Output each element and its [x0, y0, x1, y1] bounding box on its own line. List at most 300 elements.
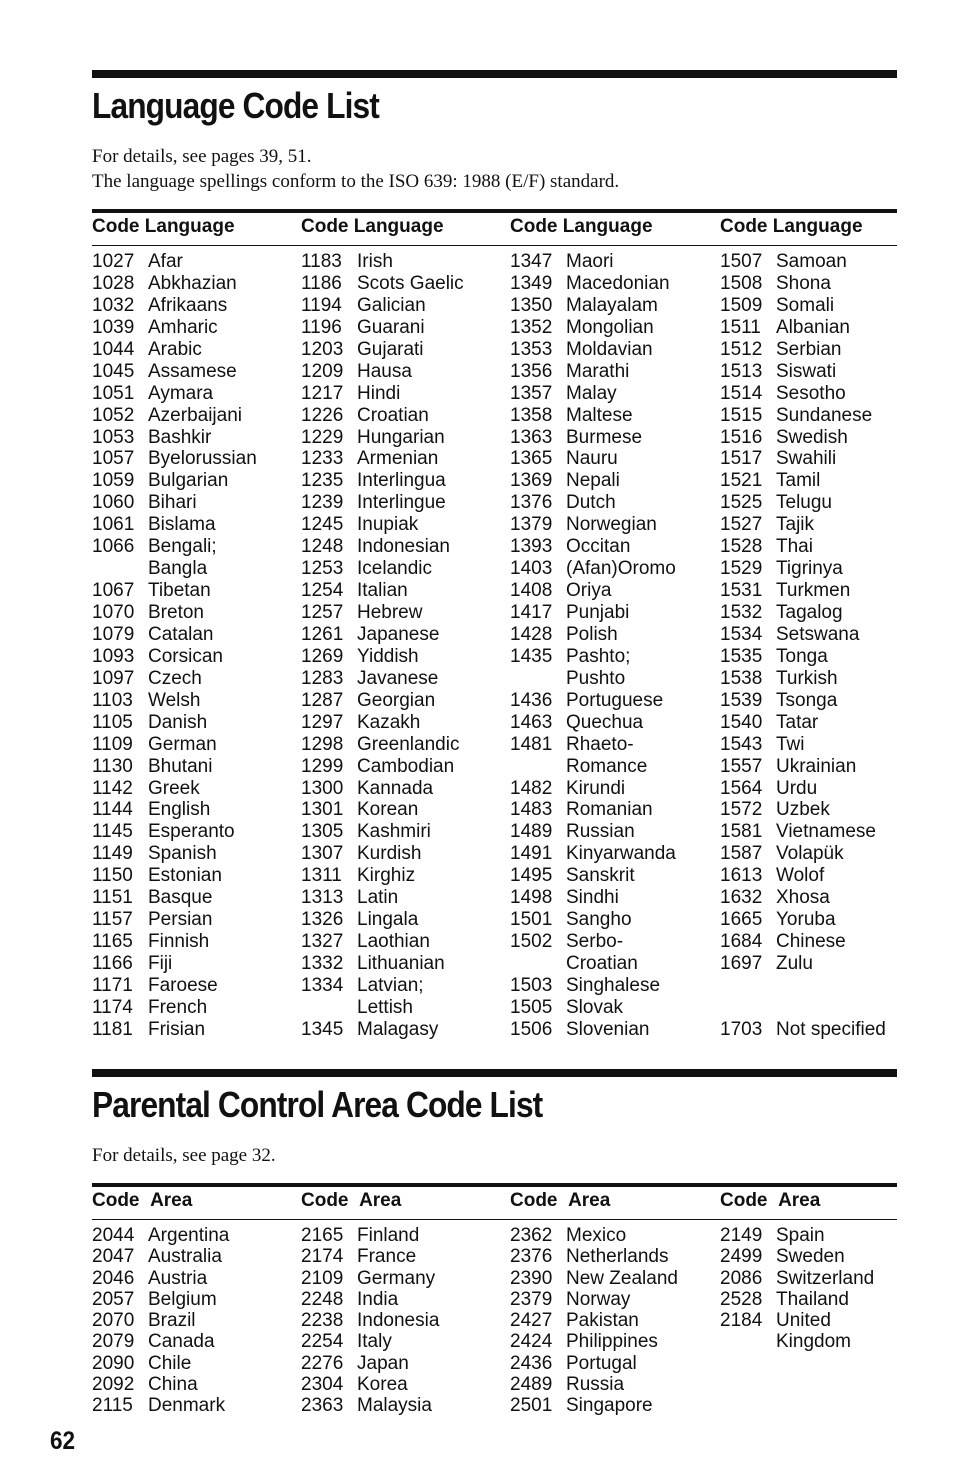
name-cell: Kurdish: [357, 843, 422, 865]
name-cell: Russian: [566, 821, 635, 843]
name-cell: Icelandic: [357, 558, 432, 580]
name-cell: Korea: [357, 1373, 408, 1395]
code-cell: 1097: [92, 667, 135, 689]
name-cell: Chinese: [776, 931, 846, 953]
table-row: [720, 1289, 925, 1310]
name-cell: Inupiak: [357, 514, 419, 536]
name-cell: Rhaeto-: [566, 733, 634, 755]
page-number: 62: [50, 1427, 76, 1455]
name-cell: Amharic: [148, 316, 218, 338]
name-cell: Sindhi: [566, 887, 619, 909]
code-cell: 1334: [301, 974, 344, 996]
code-cell: 1283: [301, 667, 344, 689]
name-cell: Kirundi: [566, 777, 626, 799]
name-cell: Mexico: [566, 1225, 627, 1246]
table-row: [510, 558, 715, 580]
name-cell: Kannada: [357, 777, 434, 799]
table-row: [301, 909, 506, 931]
name-cell: Hausa: [357, 360, 412, 382]
name-cell: Wolof: [776, 865, 825, 887]
code-cell: 2238: [301, 1310, 344, 1331]
code-cell: 1347: [510, 251, 553, 272]
code-cell: 1301: [301, 799, 344, 821]
table-row: [720, 778, 925, 800]
table-row: [720, 470, 925, 492]
name-cell: Brazil: [148, 1310, 196, 1331]
table-row: [720, 690, 925, 712]
code-cell: 2501: [510, 1395, 553, 1416]
name-cell: Philippines: [566, 1331, 658, 1353]
name-cell: Bihari: [148, 492, 197, 514]
code-cell: 1299: [301, 755, 344, 777]
table-row: [92, 339, 297, 361]
name-cell: Catalan: [148, 623, 214, 645]
code-cell: 1039: [92, 316, 135, 338]
name-cell: Frisian: [148, 1018, 206, 1040]
code-cell: 1572: [720, 799, 763, 821]
name-cell: Austria: [148, 1267, 208, 1289]
code-cell: 1508: [720, 272, 763, 294]
header-code: Code: [92, 216, 140, 237]
table-row: [92, 536, 297, 558]
table-row: [92, 448, 297, 470]
code-cell: [92, 558, 148, 580]
table-row: [301, 1246, 506, 1267]
code-cell: 1417: [510, 602, 553, 623]
table-row: [720, 295, 925, 317]
name-cell: Sundanese: [776, 404, 873, 426]
table-row: [510, 799, 715, 821]
code-cell: 1052: [92, 404, 135, 426]
name-cell: Shona: [776, 272, 831, 294]
name-cell: Pashto;: [566, 645, 631, 667]
table-row: [510, 712, 715, 734]
header-language: Language: [144, 216, 235, 237]
header-language: Language: [353, 216, 444, 237]
name-cell: Serbian: [776, 338, 842, 360]
table-row: [92, 778, 297, 800]
table-row: [301, 799, 506, 821]
code-cell: 1517: [720, 448, 763, 470]
name-cell: Japanese: [357, 623, 440, 645]
name-cell: Slovenian: [566, 1018, 650, 1040]
table-row: [720, 405, 925, 427]
code-cell: [720, 975, 776, 997]
table-row: [301, 734, 506, 756]
table-row: [720, 1246, 925, 1267]
name-cell: Australia: [148, 1246, 222, 1268]
code-cell: 1632: [720, 887, 763, 909]
code-cell: 1481: [510, 733, 553, 755]
code-cell: 1057: [92, 448, 135, 470]
name-cell: Romance: [566, 755, 648, 777]
code-cell: 1248: [301, 536, 344, 558]
name-cell: Occitan: [566, 536, 631, 558]
name-cell: Kingdom: [776, 1331, 851, 1353]
language-intro: [92, 144, 619, 194]
name-cell: Welsh: [148, 689, 201, 711]
code-cell: 1352: [510, 316, 553, 338]
name-cell: Norwegian: [566, 514, 657, 536]
name-cell: Swahili: [776, 448, 837, 470]
table-row: [301, 953, 506, 975]
table-row: [510, 1225, 715, 1246]
code-cell: 2499: [720, 1246, 763, 1268]
code-cell: 1540: [720, 711, 763, 733]
code-cell: 1538: [720, 667, 763, 689]
code-cell: 1045: [92, 360, 135, 382]
name-cell: English: [148, 799, 211, 821]
name-cell: Esperanto: [148, 821, 235, 843]
table-row: [510, 580, 715, 602]
name-cell: Aymara: [148, 382, 214, 404]
name-cell: Setswana: [776, 623, 860, 645]
code-cell: 1186: [301, 272, 342, 294]
code-cell: 1027: [92, 251, 135, 272]
table-row: [510, 646, 715, 668]
name-cell: Telugu: [776, 492, 832, 514]
code-cell: 2489: [510, 1373, 553, 1395]
table-row: [92, 646, 297, 668]
code-cell: 1257: [301, 602, 344, 623]
code-cell: 1060: [92, 492, 135, 514]
name-cell: Fiji: [148, 953, 173, 974]
code-cell: 1436: [510, 689, 553, 711]
area-header-4: [720, 1190, 820, 1212]
area-header-2: [301, 1190, 401, 1212]
name-cell: Kazakh: [357, 711, 421, 733]
table-row: [92, 558, 297, 580]
code-cell: 1028: [92, 272, 135, 294]
code-cell: 1525: [720, 492, 763, 514]
table-row: [301, 383, 506, 405]
code-cell: 1408: [510, 580, 553, 602]
table-row: [510, 1246, 715, 1267]
code-cell: 1703: [720, 1018, 763, 1040]
table-row: [92, 799, 297, 821]
language-column-4: [720, 251, 925, 1041]
code-cell: 1506: [510, 1018, 553, 1040]
language-column-3: [510, 251, 715, 1041]
name-cell: Indonesian: [357, 536, 450, 558]
name-cell: Denmark: [148, 1395, 226, 1416]
header-code: Code: [301, 1190, 349, 1211]
name-cell: Spain: [776, 1225, 825, 1246]
table-row: [92, 931, 297, 953]
code-cell: 1358: [510, 404, 553, 426]
table-row: [720, 821, 925, 843]
name-cell: Greek: [148, 777, 200, 799]
name-cell: Malaysia: [357, 1395, 432, 1416]
name-cell: Tajik: [776, 514, 815, 536]
name-cell: Quechua: [566, 711, 644, 733]
name-cell: Siswati: [776, 360, 837, 382]
name-cell: Tonga: [776, 645, 828, 667]
name-cell: Tagalog: [776, 602, 843, 623]
code-cell: 2254: [301, 1331, 344, 1353]
table-row: [301, 668, 506, 690]
header-area: Area: [359, 1190, 402, 1211]
code-cell: 1217: [301, 382, 344, 404]
name-cell: Laothian: [357, 931, 430, 953]
name-cell: Guarani: [357, 316, 425, 338]
table-row: [92, 273, 297, 295]
code-cell: 1509: [720, 294, 763, 316]
code-cell: 1130: [92, 755, 133, 777]
code-cell: 1067: [92, 580, 135, 602]
header-language: Language: [562, 216, 653, 237]
code-cell: 1502: [510, 931, 553, 953]
code-cell: 1245: [301, 514, 344, 536]
table-row: [92, 1353, 297, 1374]
name-cell: United: [776, 1310, 831, 1331]
table-row: [301, 1353, 506, 1374]
name-cell: Chile: [148, 1352, 192, 1374]
code-cell: 1365: [510, 448, 553, 470]
table-row: [720, 1019, 925, 1041]
code-cell: 2070: [92, 1310, 135, 1331]
name-cell: Not specified: [776, 1018, 886, 1040]
name-cell: Spanish: [148, 843, 217, 865]
table-row: [301, 778, 506, 800]
name-cell: Yoruba: [776, 909, 836, 931]
code-cell: 1531: [720, 580, 763, 602]
code-cell: 2276: [301, 1352, 344, 1374]
area-column-1: [92, 1225, 297, 1416]
name-cell: Netherlands: [566, 1246, 669, 1268]
name-cell: Malagasy: [357, 1018, 439, 1040]
code-cell: [510, 953, 566, 975]
name-cell: Tatar: [776, 711, 819, 733]
table-row: [301, 865, 506, 887]
language-column-2: [301, 251, 506, 1041]
name-cell: Volapük: [776, 843, 844, 865]
table-row: [301, 1225, 506, 1246]
name-cell: Japan: [357, 1352, 409, 1374]
code-cell: 1311: [301, 865, 342, 887]
code-cell: 1503: [510, 974, 553, 996]
name-cell: Corsican: [148, 645, 223, 667]
code-cell: 1313: [301, 887, 344, 909]
code-cell: 1166: [92, 953, 133, 974]
code-cell: 1356: [510, 360, 553, 382]
code-cell: 2109: [301, 1267, 344, 1289]
name-cell: Latin: [357, 887, 399, 909]
table-row: [510, 668, 715, 690]
name-cell: New Zealand: [566, 1267, 678, 1289]
header-code: Code: [720, 216, 768, 237]
language-section-title: Language Code List: [92, 85, 379, 126]
table-row: [510, 1310, 715, 1331]
language-table-top-rule: [92, 209, 897, 213]
table-row: [301, 690, 506, 712]
table-row: [92, 405, 297, 427]
code-cell: 1144: [92, 799, 133, 821]
code-cell: 1235: [301, 470, 344, 492]
name-cell: Abkhazian: [148, 272, 237, 294]
code-cell: 1149: [92, 843, 133, 865]
code-cell: 1349: [510, 272, 553, 294]
table-row: [301, 558, 506, 580]
name-cell: Sangho: [566, 909, 632, 931]
code-cell: 1513: [720, 360, 763, 382]
name-cell: Pushto: [566, 667, 626, 689]
header-code: Code: [510, 216, 558, 237]
name-cell: Tigrinya: [776, 558, 843, 580]
code-cell: 1157: [92, 909, 133, 931]
name-cell: Hebrew: [357, 602, 423, 623]
code-cell: 1521: [720, 470, 763, 492]
code-cell: 1684: [720, 931, 763, 953]
language-header-1: [92, 216, 235, 238]
name-cell: Nepali: [566, 470, 620, 492]
code-cell: 1357: [510, 382, 553, 404]
table-row: [92, 887, 297, 909]
code-cell: 1051: [92, 382, 135, 404]
name-cell: Kashmiri: [357, 821, 431, 843]
name-cell: Armenian: [357, 448, 439, 470]
code-cell: 1203: [301, 338, 344, 360]
table-row: [92, 690, 297, 712]
code-cell: 1376: [510, 492, 553, 514]
area-column-4: [720, 1225, 925, 1353]
table-row: [301, 1019, 506, 1041]
name-cell: Switzerland: [776, 1267, 875, 1289]
name-cell: Dutch: [566, 492, 616, 514]
table-row: [720, 931, 925, 953]
name-cell: Hindi: [357, 382, 401, 404]
header-code: Code: [92, 1190, 140, 1211]
code-cell: 1070: [92, 602, 135, 623]
name-cell: Basque: [148, 887, 213, 909]
name-cell: Gujarati: [357, 338, 424, 360]
table-row: [92, 1246, 297, 1267]
table-row: [301, 580, 506, 602]
code-cell: 2248: [301, 1288, 344, 1310]
code-cell: 2362: [510, 1225, 553, 1246]
name-cell: Thai: [776, 536, 813, 558]
table-row: [301, 887, 506, 909]
table-row: [301, 361, 506, 383]
code-cell: 2115: [92, 1395, 133, 1416]
table-row: [720, 273, 925, 295]
code-cell: 1463: [510, 711, 553, 733]
name-cell: Maltese: [566, 404, 633, 426]
table-row: [510, 602, 715, 624]
table-row: [720, 251, 925, 273]
code-cell: 1527: [720, 514, 763, 536]
header-language: Language: [772, 216, 863, 237]
name-cell: Thailand: [776, 1288, 849, 1310]
table-row: [720, 514, 925, 536]
name-cell: Malay: [566, 382, 617, 404]
table-row: [92, 470, 297, 492]
table-row: [510, 843, 715, 865]
language-column-1: [92, 251, 297, 1041]
table-row: [301, 536, 506, 558]
table-row: [510, 514, 715, 536]
name-cell: Lingala: [357, 909, 419, 931]
table-row: [720, 712, 925, 734]
table-row: [510, 975, 715, 997]
code-cell: 2079: [92, 1331, 135, 1353]
table-row: [510, 690, 715, 712]
name-cell: Interlingue: [357, 492, 446, 514]
table-row: [301, 448, 506, 470]
name-cell: Cambodian: [357, 755, 455, 777]
area-header-underline: [92, 1219, 897, 1220]
name-cell: Malayalam: [566, 294, 658, 316]
code-cell: 1345: [301, 1018, 344, 1040]
code-cell: 1327: [301, 931, 344, 953]
table-row: [720, 317, 925, 339]
table-row: [92, 492, 297, 514]
code-cell: [301, 997, 357, 1019]
code-cell: 1150: [92, 865, 133, 887]
code-cell: 1305: [301, 821, 344, 843]
name-cell: German: [148, 733, 217, 755]
code-cell: 1300: [301, 777, 344, 799]
name-cell: Turkish: [776, 667, 838, 689]
name-cell: Maori: [566, 251, 614, 272]
table-row: [92, 1331, 297, 1352]
table-row: [720, 492, 925, 514]
table-row: [510, 1374, 715, 1395]
table-row: [92, 602, 297, 624]
name-cell: Uzbek: [776, 799, 830, 821]
table-row: [92, 1289, 297, 1310]
table-row: [510, 536, 715, 558]
table-row: [510, 492, 715, 514]
code-cell: 1196: [301, 316, 342, 338]
code-cell: 1165: [92, 931, 133, 953]
code-cell: 1514: [720, 382, 763, 404]
name-cell: Assamese: [148, 360, 237, 382]
table-row: [301, 251, 506, 273]
table-row: [510, 1268, 715, 1289]
code-cell: [510, 668, 566, 690]
name-cell: Singhalese: [566, 974, 661, 996]
code-cell: [510, 756, 566, 778]
table-row: [92, 1019, 297, 1041]
table-row: [92, 1225, 297, 1246]
name-cell: Irish: [357, 251, 393, 272]
table-row: [720, 887, 925, 909]
code-cell: 1532: [720, 602, 763, 623]
language-intro-line-2: The language spellings conform to the ISO 639: 1988 (E/F) standard.: [92, 171, 620, 192]
code-cell: 2090: [92, 1352, 135, 1374]
area-column-3: [510, 1225, 715, 1416]
name-cell: Azerbaijani: [148, 404, 242, 426]
table-row: [510, 273, 715, 295]
table-row: [301, 339, 506, 361]
name-cell: Turkmen: [776, 580, 851, 602]
table-row: [92, 317, 297, 339]
code-cell: 1564: [720, 777, 763, 799]
code-cell: [720, 1331, 776, 1352]
name-cell: France: [357, 1246, 417, 1268]
code-cell: 1495: [510, 865, 553, 887]
code-cell: 1233: [301, 448, 344, 470]
name-cell: Portugal: [566, 1352, 637, 1374]
name-cell: Somali: [776, 294, 835, 316]
table-row: [720, 602, 925, 624]
name-cell: Bashkir: [148, 426, 212, 448]
table-row: [720, 558, 925, 580]
table-row: [92, 1395, 297, 1416]
section-rule-language: [92, 70, 897, 78]
code-cell: 1044: [92, 338, 135, 360]
